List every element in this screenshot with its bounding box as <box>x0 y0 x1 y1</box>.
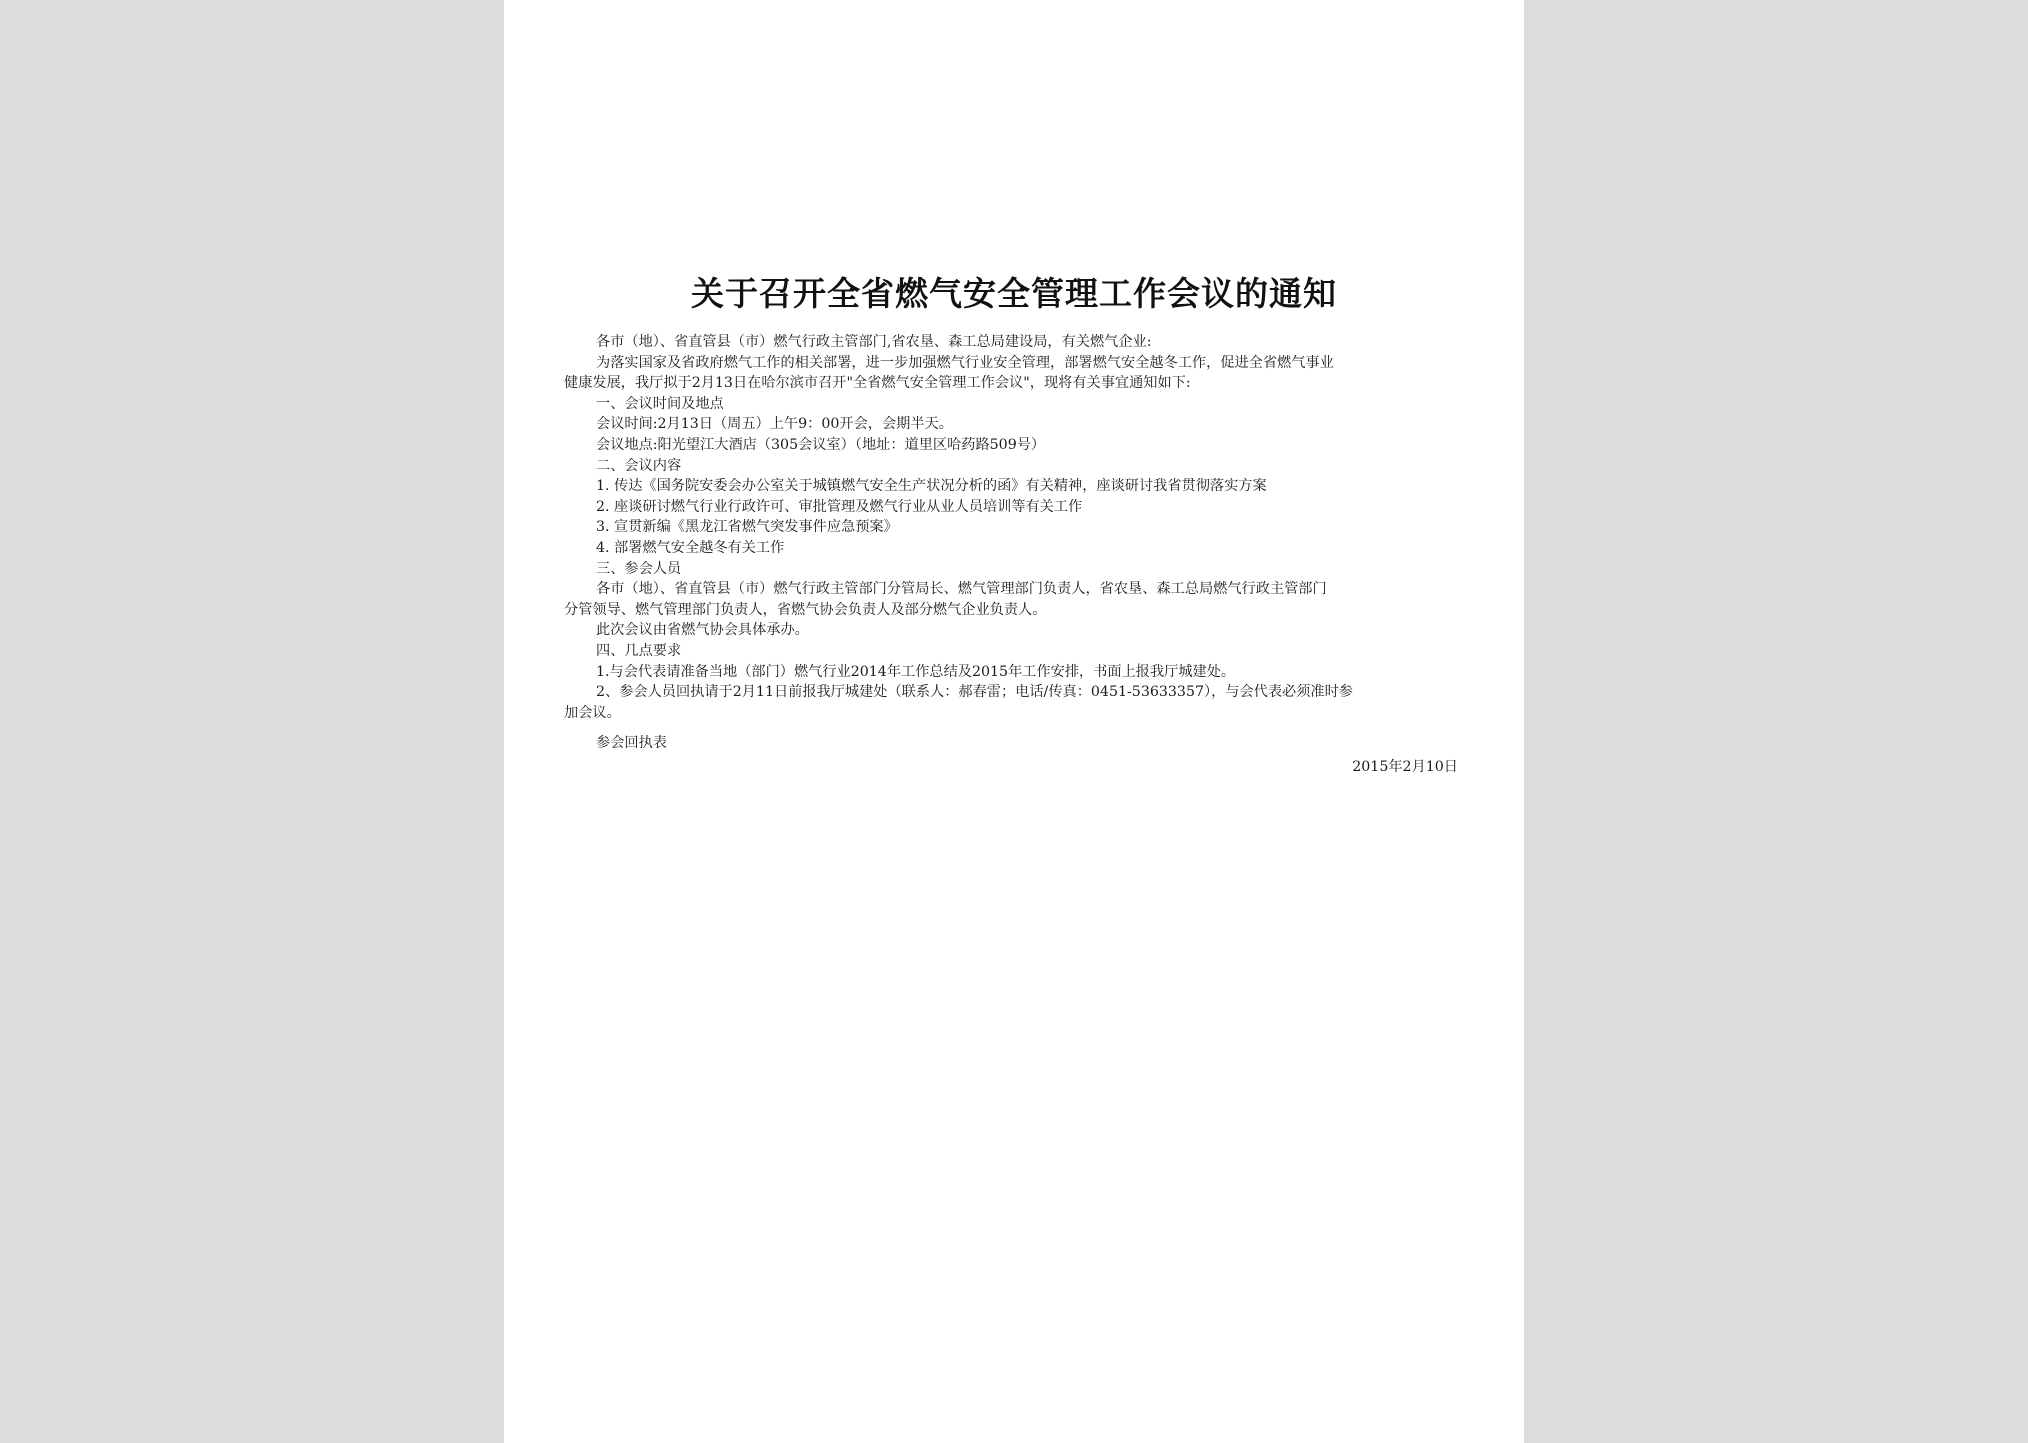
document-title: 关于召开全省燃气安全管理工作会议的通知 <box>691 274 1337 313</box>
content-item-2: 2. 座谈研讨燃气行业行政许可、审批管理及燃气行业从业人员培训等有关工作 <box>596 498 1083 515</box>
section-heading-time-place: 一、会议时间及地点 <box>596 395 724 412</box>
intro-paragraph-line-1: 为落实国家及省政府燃气工作的相关部署，进一步加强燃气行业安全管理，部署燃气安全越冬工作，促进全省燃气事业 <box>596 354 1334 371</box>
organizer-line: 此次会议由省燃气协会具体承办。 <box>596 622 809 639</box>
addressee-line: 各市（地）、省直管县（市）燃气行政主管部门,省农垦、森工总局建设局，有关燃气企业: <box>596 334 1152 350</box>
attendees-line-2: 分管领导、燃气管理部门负责人，省燃气协会负责人及部分燃气企业负责人。 <box>564 601 1047 618</box>
intro-paragraph-line-2: 健康发展，我厅拟于2月13日在哈尔滨市召开"全省燃气安全管理工作会议"，现将有关事宜通知如下: <box>564 375 1191 392</box>
attachment-line: 参会回执表 <box>596 735 667 752</box>
section-heading-requirements: 四、几点要求 <box>596 642 682 659</box>
document-body <box>564 332 1464 754</box>
meeting-place-line: 会议地点:阳光望江大酒店（305会议室）（地址：道里区哈药路509号） <box>596 436 1046 453</box>
section-heading-attendees: 三、参会人员 <box>596 560 682 577</box>
content-item-3: 3. 宣贯新编《黑龙江省燃气突发事件应急预案》 <box>596 519 898 536</box>
requirement-item-2-line-1: 2、参会人员回执请于2月11日前报我厅城建处（联系人：郝春雷；电话/传真：0451-53633357），与会代表必须准时参 <box>596 684 1353 701</box>
document-date: 2015年2月10日 <box>1352 759 1458 775</box>
requirement-item-2-line-2: 加会议。 <box>564 704 621 721</box>
content-item-4: 4. 部署燃气安全越冬有关工作 <box>596 539 785 556</box>
document-page <box>504 0 1524 1443</box>
requirement-item-1: 1.与会代表请准备当地（部门）燃气行业2014年工作总结及2015年工作安排，书面上报我厅城建处。 <box>596 663 1236 680</box>
section-heading-content: 二、会议内容 <box>596 457 682 474</box>
content-item-1: 1. 传达《国务院安委会办公室关于城镇燃气安全生产状况分析的函》有关精神，座谈研讨我省贯彻落实方案 <box>596 478 1267 495</box>
attendees-line-1: 各市（地）、省直管县（市）燃气行政主管部门分管局长、燃气管理部门负责人，省农垦、森工总局燃气行政主管部门 <box>596 581 1327 598</box>
spacer <box>564 723 1464 733</box>
meeting-time-line: 会议时间:2月13日（周五）上午9：00开会，会期半天。 <box>596 416 953 433</box>
